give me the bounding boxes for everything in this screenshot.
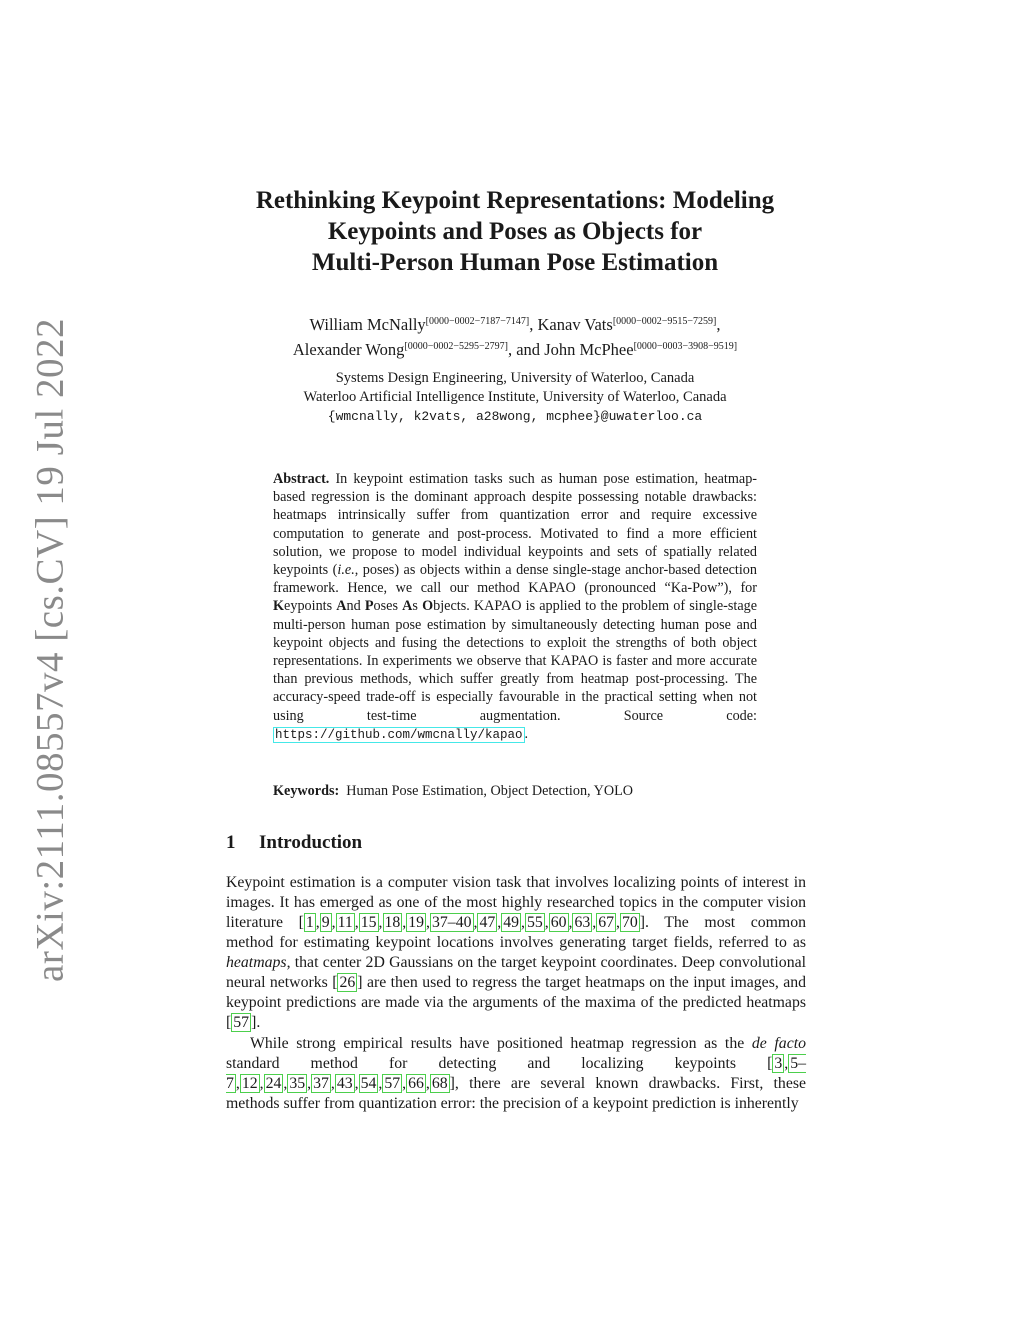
citation-link[interactable]: 18	[384, 914, 401, 931]
citation-link[interactable]: 12	[241, 1075, 258, 1092]
citation-link[interactable]: 47	[479, 914, 496, 931]
title-line: Keypoints and Poses as Objects for	[327, 218, 703, 245]
citation-link[interactable]: 67	[598, 914, 614, 931]
author-name: Alexander Wong	[292, 340, 405, 359]
citation-link[interactable]: 70	[621, 914, 638, 931]
arxiv-identifier-stamp: arXiv:2111.08557v4 [cs.CV] 19 Jul 2022	[28, 318, 72, 982]
section-title: Introduction	[259, 832, 363, 853]
keywords-text: Human Pose Estimation, Object Detection, YOLO	[346, 783, 634, 799]
citation-link[interactable]: 43	[336, 1075, 353, 1092]
author-orcid: [0000−0003−3908−9519]	[633, 341, 738, 352]
citation-link[interactable]: 68	[431, 1075, 448, 1092]
author-name: William McNally	[309, 315, 426, 334]
citation-link[interactable]: 57	[233, 1014, 250, 1031]
citation-link[interactable]: 24	[265, 1075, 282, 1092]
author-orcid: [0000−0002−7187−7147]	[425, 316, 530, 327]
citation-link[interactable]: 9	[321, 914, 330, 931]
citation-link[interactable]: 49	[503, 914, 519, 931]
citation-link[interactable]: 3	[774, 1055, 783, 1072]
keywords-label: Keywords:	[273, 783, 340, 799]
title-line: Multi-Person Human Pose Estimation	[311, 249, 719, 276]
citation-link[interactable]: 60	[550, 914, 567, 931]
author-name: John McPhee	[544, 340, 634, 359]
title-line: Rethinking Keypoint Representations: Modeling	[255, 187, 775, 214]
citation-link[interactable]: 19	[408, 914, 425, 931]
citation-link[interactable]: 1	[305, 914, 314, 931]
author-orcid: [0000−0002−9515−7259]	[612, 316, 717, 327]
affiliation-line: Waterloo Artificial Intelligence Institute, University of Waterloo, Canada	[303, 389, 727, 405]
citation-link[interactable]: 5–7	[226, 1055, 806, 1092]
citation-link[interactable]: 11	[337, 914, 353, 931]
author-emails: {wmcnally, k2vats, a28wong, mcphee}@uwaterloo.ca	[327, 409, 703, 424]
intro-paragraph-2: While strong empirical results have positioned heatmap regression as the de facto standard method for detecting and localizing keypoints [ 3 , 5–7 , 12 , 24 , 35 , 37 , 43 , 54 , 57 , 66 , 68 ], there are several known drawbacks. First, these methods suffer from quantization error: the precision of a keypoint prediction is inherently	[226, 1035, 806, 1112]
citation-link[interactable]: 55	[526, 914, 543, 931]
citation-link[interactable]: 37	[313, 1075, 329, 1092]
paper-title	[200, 185, 830, 278]
kapao-acronym: Keypoints And Poses As Objects	[273, 598, 467, 615]
citation-link[interactable]: 37–40	[432, 914, 472, 931]
author-name: Kanav Vats	[537, 315, 613, 334]
author-list: William McNally[0000−0002−7187−7147], Kanav Vats[0000−0002−9515−7259], Alexander Wong[0000−0002−5295−2797], and John McPhee[0000−0003−3908−9519]	[292, 315, 738, 359]
affiliation-line: Systems Design Engineering, University of Waterloo, Canada	[335, 370, 695, 386]
section-number: 1	[226, 832, 236, 853]
affiliations	[200, 369, 830, 426]
citation-link[interactable]: 26	[339, 974, 356, 991]
citation-link[interactable]: 57	[384, 1075, 401, 1092]
citation-link[interactable]: 66	[408, 1075, 424, 1092]
section-heading	[226, 832, 362, 854]
citation-link[interactable]: 35	[289, 1075, 306, 1092]
intro-paragraph-1: Keypoint estimation is a computer vision task that involves localizing points of interest in images. It has emerged as one of the most highly researched topics in the computer vision literature [ 1 , 9 , 11 , 15 , 18 , 19 , 37–40 , 47 , 49 , 55 , 60 , 63 , 67 , 70 ]. The most common method for estimating keypoint locations involves generating target fields, referred to as heatmaps, that center 2D Gaussians on the target keypoint coordinates. Deep convolutional neural networks [ 26 ] are then used to regress the target heatmaps on the input images, and keypoint predictions are made via the arguments of the maxima of the predicted heatmaps [ 57 ].	[226, 874, 807, 1031]
citation-link[interactable]: 63	[574, 914, 591, 931]
author-orcid: [0000−0002−5295−2797]	[404, 341, 508, 352]
citation-link[interactable]: 15	[360, 914, 377, 931]
abstract: Abstract. In keypoint estimation tasks such as human pose estimation, heatmap-based regression is the dominant approach despite possessing notable drawbacks: heatmaps intrinsically suffer from quantization error and require excessive computation to generate and post-process. Motivated to find a more efficient solution, we propose to model individual keypoints and sets of spatially related keypoints (i.e., poses) as objects within a dense single-stage anchor-based detection framework. Hence, we call our method KAPAO (pronounced “Ka-Pow”), for Keypoints And Poses As Objects. KAPAO is applied to the problem of single-stage multi-person human pose estimation by simultaneously detecting human pose and keypoint objects and fusing the detections to exploit the strengths of both object representations. In experiments we observe that KAPAO is faster and more accurate than previous methods, which suffer greatly from heatmap post-processing. The accuracy-speed trade-off is especially favourable in the practical setting when not using test-time augmentation. Source code: https://github.com/wmcnally/kapao .	[273, 471, 758, 742]
citation-link[interactable]: 54	[360, 1075, 377, 1092]
keywords	[273, 782, 757, 800]
abstract-label: Abstract.	[273, 471, 330, 487]
source-code-link[interactable]: https://github.com/wmcnally/kapao	[275, 727, 523, 742]
